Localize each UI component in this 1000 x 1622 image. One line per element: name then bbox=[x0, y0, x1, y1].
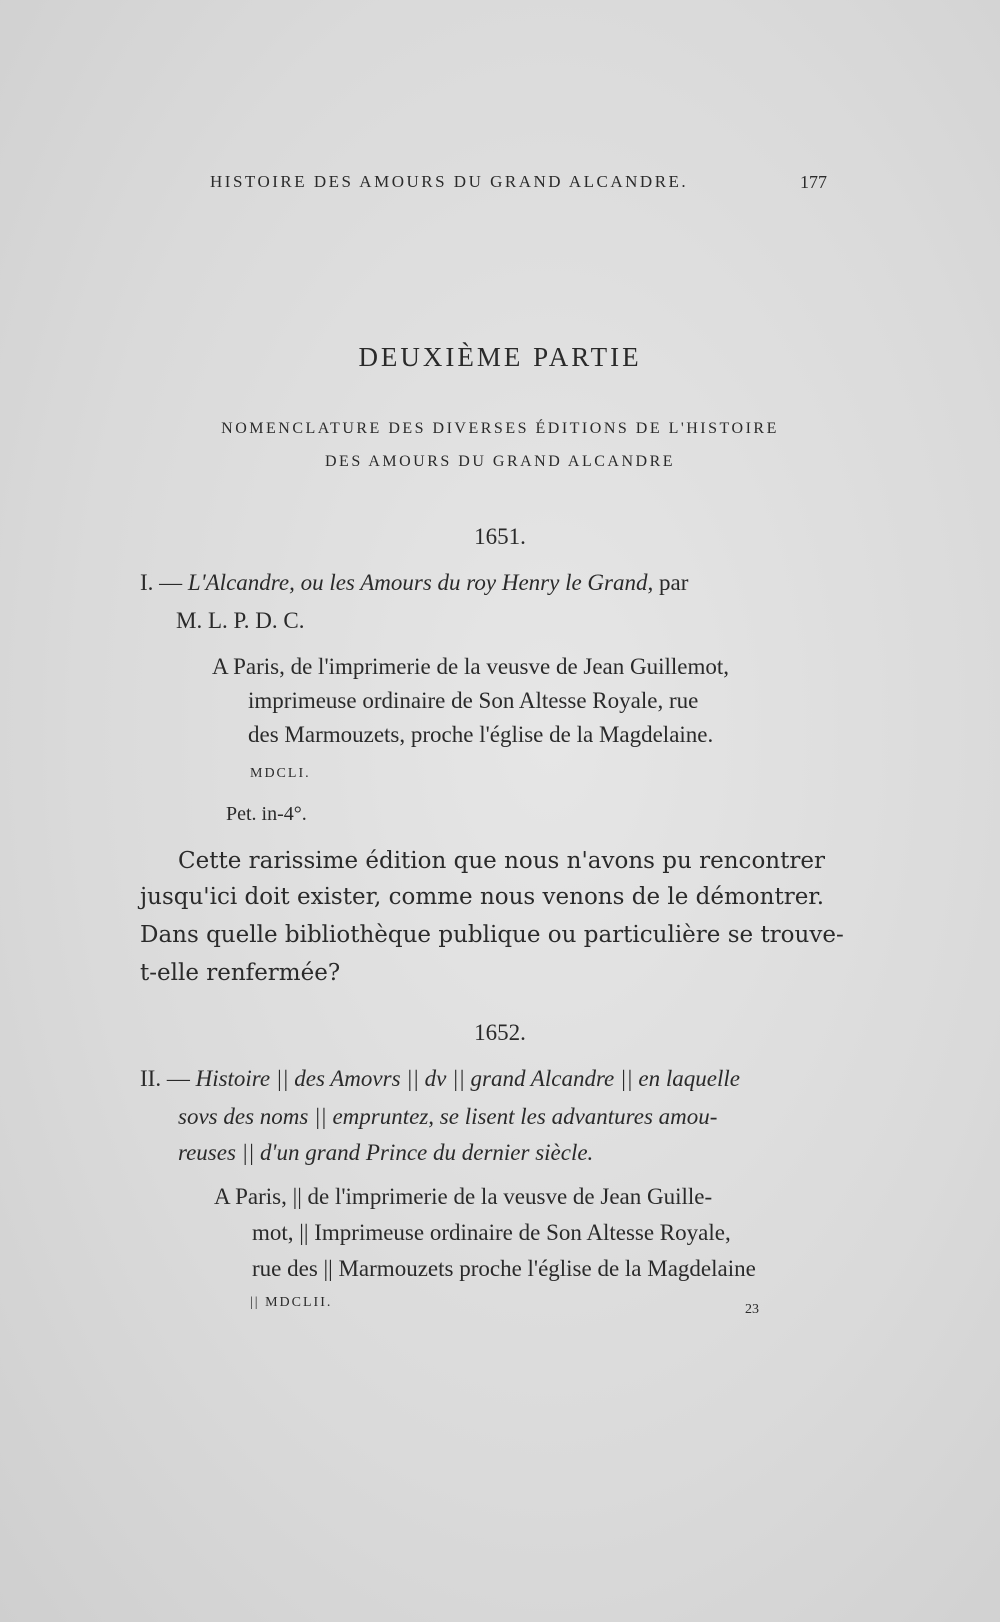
imprint-line: imprimeuse ordinaire de Son Altesse Royale, rue bbox=[248, 688, 699, 713]
note-line: Cette rarissime édition que nous n'avons pu rencontrer bbox=[178, 848, 825, 874]
year-heading-1651: 1651. bbox=[474, 524, 526, 549]
entry-title: Histoire || des Amovrs || dv || grand Alcandre || en laquelle bbox=[195, 1066, 740, 1091]
note-line: jusqu'ici doit exister, comme nous venons de le démontrer. bbox=[140, 884, 825, 910]
entry-number: II. — bbox=[140, 1066, 190, 1091]
entry-title: sovs des noms || empruntez, se lisent les advantures amou- bbox=[178, 1104, 718, 1129]
running-title: HISTOIRE DES AMOURS DU GRAND ALCANDRE. bbox=[210, 172, 689, 191]
year-heading-1652: 1652. bbox=[474, 1020, 526, 1045]
entry-title: L'Alcandre, ou les Amours du roy Henry le Grand, bbox=[187, 570, 654, 595]
part-title: DEUXIÈME PARTIE bbox=[358, 342, 642, 372]
entry-title-line bbox=[140, 1062, 740, 1096]
imprint-line: des Marmouzets, proche l'église de la Magdelaine. bbox=[248, 722, 714, 747]
note-line: Dans quelle bibliothèque publique ou particulière se trouve- bbox=[140, 922, 844, 948]
entry-author: M. L. P. D. C. bbox=[176, 608, 305, 633]
entry-title-line bbox=[140, 566, 688, 600]
imprint-line: rue des || Marmouzets proche l'église de la Magdelaine bbox=[252, 1256, 756, 1281]
note-line: t-elle renfermée? bbox=[140, 960, 341, 986]
imprint-date: || MDCLII. bbox=[250, 1295, 333, 1310]
entry-title-by: par bbox=[658, 570, 689, 595]
entry-title-line bbox=[178, 1100, 717, 1134]
entry-title: reuses || d'un grand Prince du dernier siècle. bbox=[178, 1140, 594, 1165]
entry-title-line bbox=[178, 1136, 593, 1170]
imprint-line: A Paris, de l'imprimerie de la veusve de Jean Guillemot, bbox=[212, 654, 730, 679]
format-note: Pet. in-4°. bbox=[226, 803, 307, 825]
subtitle-line: DES AMOURS DU GRAND ALCANDRE bbox=[324, 453, 676, 470]
part-subtitle bbox=[0, 412, 1000, 478]
imprint-line: mot, || Imprimeuse ordinaire de Son Altesse Royale, bbox=[252, 1220, 731, 1245]
signature-mark: 23 bbox=[745, 1302, 759, 1317]
imprint-date: MDCLI. bbox=[250, 766, 311, 781]
subtitle-line: NOMENCLATURE DES DIVERSES ÉDITIONS DE L'HISTOIRE bbox=[221, 420, 779, 437]
entry-number: I. — bbox=[140, 570, 183, 595]
imprint-line: A Paris, || de l'imprimerie de la veusve de Jean Guille- bbox=[214, 1184, 713, 1209]
page-number: 177 bbox=[800, 172, 827, 192]
